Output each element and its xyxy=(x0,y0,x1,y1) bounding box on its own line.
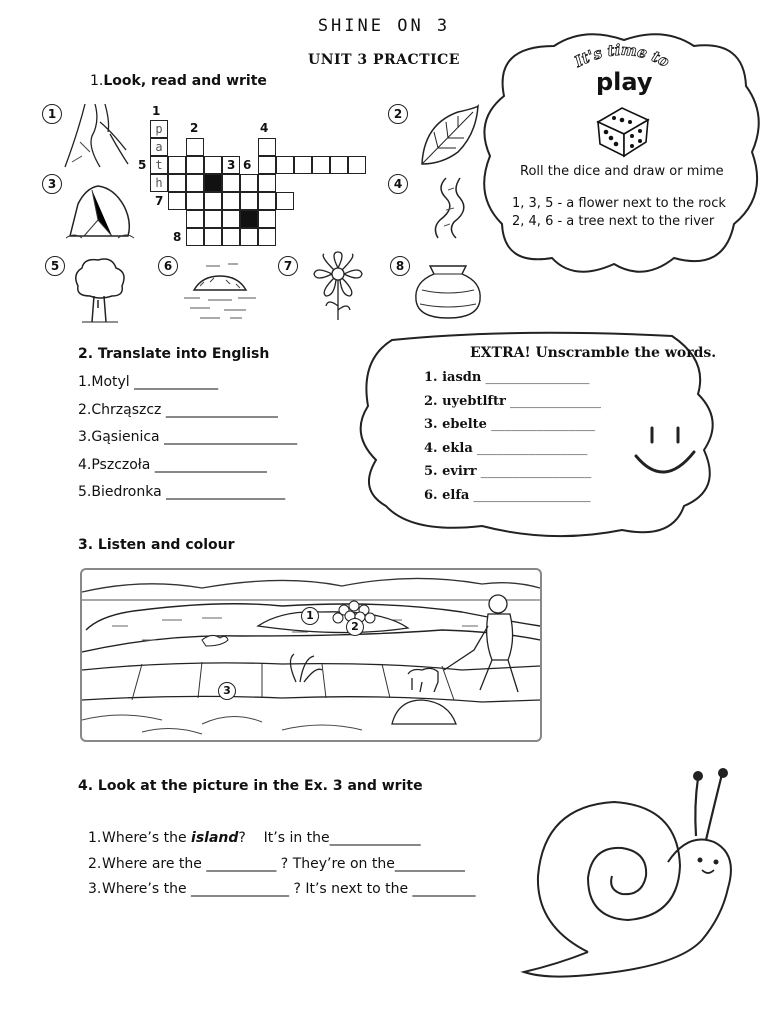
ex4-question-2 xyxy=(88,856,465,872)
scrambled-word: iasdn xyxy=(442,370,482,385)
crossword-cell[interactable] xyxy=(204,210,222,228)
crossword-clue-number: 1 xyxy=(152,104,161,118)
translate-item xyxy=(78,484,297,512)
extra-heading: EXTRA! Unscramble the words. xyxy=(470,345,717,361)
crossword-cell[interactable] xyxy=(276,156,294,174)
crossword-cell[interactable] xyxy=(258,174,276,192)
crossword-cell[interactable]: t xyxy=(150,156,168,174)
translate-item xyxy=(78,457,297,485)
item-number: 1. xyxy=(424,370,438,385)
crossword-clue-number: 8 xyxy=(173,230,182,244)
crossword-cell[interactable] xyxy=(240,228,258,246)
snail-icon xyxy=(518,766,758,986)
crossword-cell[interactable] xyxy=(204,228,222,246)
tree-icon xyxy=(68,256,130,326)
crossword-cell[interactable] xyxy=(168,156,186,174)
q-text[interactable]: Where’s the ______________ ? It’s next to the _________ xyxy=(102,881,476,897)
item-number: 3. xyxy=(424,417,438,432)
marker-1: 1 xyxy=(301,607,319,625)
q-text: Where’s the xyxy=(102,830,192,846)
scrambled-word: elfa xyxy=(442,487,470,503)
marker-3: 3 xyxy=(218,682,236,700)
translate-item xyxy=(78,402,297,430)
crossword-cell[interactable] xyxy=(258,192,276,210)
item-number: 2. xyxy=(78,401,92,418)
crossword-cell[interactable] xyxy=(258,138,276,156)
answer-blank[interactable]: ______________ xyxy=(510,393,602,409)
unscramble-item xyxy=(424,370,601,394)
river-icon xyxy=(426,176,476,240)
ex1-number: 1. xyxy=(90,73,104,89)
ex2-heading: 2. Translate into English xyxy=(78,346,270,362)
crossword-cell[interactable] xyxy=(168,192,186,210)
picture-number: 2 xyxy=(388,104,408,124)
island-icon xyxy=(180,256,260,322)
crossword-cell[interactable] xyxy=(222,210,240,228)
crossword-clue-number: 4 xyxy=(260,121,269,135)
crossword-clue-number: 6 xyxy=(243,158,252,172)
dice-icon xyxy=(592,100,654,158)
answer-blank[interactable]: ________________ xyxy=(154,456,267,473)
q-number: 2. xyxy=(88,856,102,872)
unscramble-item xyxy=(424,441,601,465)
crossword-cell[interactable] xyxy=(240,210,258,228)
extra-list xyxy=(424,370,601,511)
item-number: 5. xyxy=(78,484,92,500)
crossword-cell[interactable]: a xyxy=(150,138,168,156)
crossword-cell[interactable] xyxy=(330,156,348,174)
scrambled-word: ebelte xyxy=(442,417,487,432)
crossword-clue-number: 7 xyxy=(155,194,164,208)
crossword-cell[interactable] xyxy=(186,156,204,174)
leaf-icon xyxy=(418,104,480,166)
crossword-cell[interactable] xyxy=(204,174,222,192)
cloud-instruction: Roll the dice and draw or mime xyxy=(520,164,724,179)
translate-item xyxy=(78,374,297,402)
crossword-cell[interactable]: h xyxy=(150,174,168,192)
answer-blank[interactable]: _________________ xyxy=(476,440,588,456)
item-word: Motyl xyxy=(91,374,130,390)
play-word: play xyxy=(596,68,653,96)
picture-number: 7 xyxy=(278,256,298,276)
crossword-clue-number: 3 xyxy=(227,158,236,172)
crossword-cell[interactable] xyxy=(186,138,204,156)
answer-blank[interactable]: ____________ xyxy=(134,374,219,390)
answer-blank[interactable]: __________________ xyxy=(473,487,591,503)
scrambled-word: ekla xyxy=(442,440,473,456)
park-picture xyxy=(80,568,542,742)
picture-number: 1 xyxy=(42,104,62,124)
cloud-rule-2: 2, 4, 6 - a tree next to the river xyxy=(512,214,715,229)
path-icon xyxy=(60,102,130,172)
crossword-cell[interactable] xyxy=(348,156,366,174)
crossword-cell[interactable] xyxy=(240,192,258,210)
q-number: 1. xyxy=(88,830,102,846)
q-number: 3. xyxy=(88,881,102,897)
rock-icon xyxy=(64,180,136,242)
crossword-cell[interactable] xyxy=(186,210,204,228)
worksheet-subtitle: UNIT 3 PRACTICE xyxy=(308,52,460,68)
ex4-question-3 xyxy=(88,881,476,897)
ex4-question-1 xyxy=(88,830,421,846)
smiley-icon xyxy=(630,420,700,482)
q-text[interactable]: Where are the __________ ? They’re on the__________ xyxy=(102,856,465,872)
item-word: Biedronka xyxy=(91,484,162,500)
crossword-cell[interactable] xyxy=(186,174,204,192)
crossword-cell[interactable]: p xyxy=(150,120,168,138)
q-keyword: island xyxy=(191,830,239,846)
crossword-cell[interactable] xyxy=(222,174,240,192)
answer-blank[interactable]: ________________ xyxy=(165,401,278,418)
park-scene-drawing xyxy=(82,570,540,740)
item-number: 4. xyxy=(424,440,438,456)
crossword-cell[interactable] xyxy=(240,174,258,192)
scrambled-word: uyebtlftr xyxy=(442,393,506,409)
translate-item xyxy=(78,429,297,457)
item-word: Chrząszcz xyxy=(91,401,162,418)
item-number: 3. xyxy=(78,429,92,445)
crossword-cell[interactable] xyxy=(276,192,294,210)
item-number: 6. xyxy=(424,487,438,503)
answer-blank[interactable]: ___________________ xyxy=(164,429,298,445)
crossword-cell[interactable] xyxy=(294,156,312,174)
picture-number: 5 xyxy=(45,256,65,276)
unscramble-item xyxy=(424,394,601,418)
crossword-cell[interactable] xyxy=(222,192,240,210)
ex4-heading: 4. Look at the picture in the Ex. 3 and write xyxy=(78,778,423,794)
ex1-heading xyxy=(90,73,267,89)
crossword xyxy=(130,100,390,250)
picture-number: 4 xyxy=(388,174,408,194)
picture-number: 3 xyxy=(42,174,62,194)
item-number: 5. xyxy=(424,464,438,479)
item-word: Gąsienica xyxy=(91,429,160,445)
crossword-clue-number: 2 xyxy=(190,121,199,135)
item-number: 1. xyxy=(78,374,92,390)
crossword-cell[interactable] xyxy=(258,156,276,174)
crossword-cell[interactable] xyxy=(222,228,240,246)
crossword-cell[interactable] xyxy=(168,174,186,192)
svg-text:It's time to: It's time to xyxy=(571,40,673,71)
ex2-list xyxy=(78,374,297,512)
crossword-cell[interactable] xyxy=(204,156,222,174)
item-number: 4. xyxy=(78,456,92,473)
worksheet-title: SHINE ON 3 xyxy=(317,16,451,36)
crossword-cell[interactable] xyxy=(186,192,204,210)
ex1-title: Look, read and write xyxy=(103,73,267,89)
crossword-cell[interactable] xyxy=(258,210,276,228)
picture-number: 6 xyxy=(158,256,178,276)
cloud-rule-1: 1, 3, 5 - a flower next to the rock xyxy=(512,196,726,211)
item-word: Pszczoła xyxy=(91,456,151,473)
unscramble-item xyxy=(424,488,601,512)
answer-blank[interactable]: _________________ xyxy=(480,464,592,479)
q-text: ? xyxy=(238,830,246,846)
scrambled-word: evirr xyxy=(442,464,477,479)
answer-blank[interactable]: ________________ xyxy=(491,417,596,432)
unscramble-item xyxy=(424,464,601,488)
answer-blank[interactable]: _____________ xyxy=(329,830,421,846)
crossword-cell[interactable] xyxy=(186,228,204,246)
crossword-cell[interactable] xyxy=(258,228,276,246)
answer-blank[interactable]: ________________ xyxy=(485,370,590,385)
answer-blank[interactable]: _________________ xyxy=(166,484,286,500)
item-number: 2. xyxy=(424,393,438,409)
picture-number: 8 xyxy=(390,256,410,276)
unscramble-item xyxy=(424,417,601,441)
ex3-heading: 3. Listen and colour xyxy=(78,537,235,553)
marker-2: 2 xyxy=(346,618,364,636)
flower-icon xyxy=(306,250,370,322)
q-answer-start: It’s in the xyxy=(263,830,330,846)
crossword-cell[interactable] xyxy=(204,192,222,210)
crossword-cell[interactable] xyxy=(312,156,330,174)
crossword-clue-number: 5 xyxy=(138,158,147,172)
